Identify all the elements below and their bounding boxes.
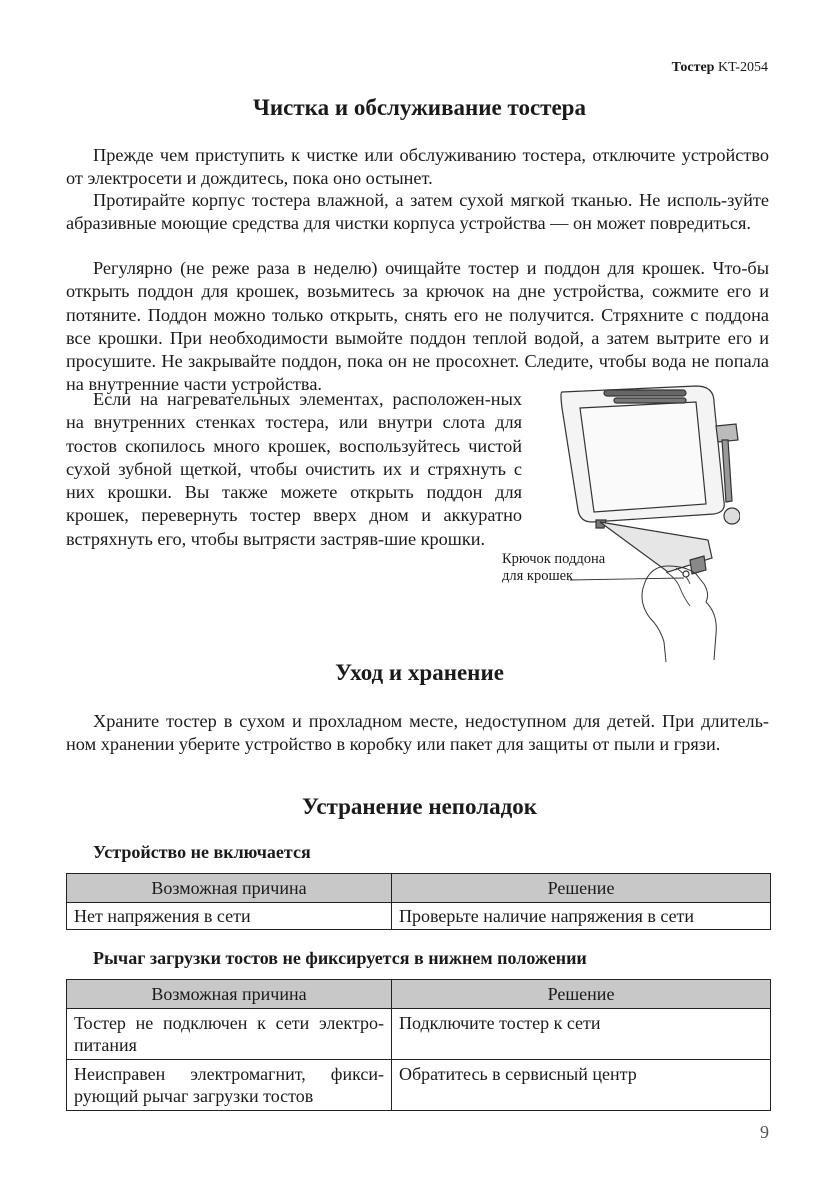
cleaning-paragraph-3: Регулярно (не реже раза в неделю) очищайте тостер и поддон для крошек. Что-бы открыть поддон для крошек, возьмитесь за крючок на дне устройства, сожмите его и потяните. Поддон можно только открыть, снять его не получится. Стряхните с поддона все крошки. При необходимости вымойте поддон теплой водой, а затем вытрите его и просушите. Не закрывайте поддон, пока он не просохнет. Следите, чтобы вода не попала на внутренние части устройства.: [66, 258, 769, 395]
cause-cell: Неисправен электромагнит, фикси-рующий рычаг загрузки тостов: [67, 1060, 392, 1111]
problem-2-table: [66, 979, 771, 1111]
callout-line-2: для крошек: [502, 568, 574, 584]
storage-title: Уход и хранение: [335, 660, 504, 685]
cleaning-paragraph-2: Протирайте корпус тостера влажной, а затем сухой мягкой тканью. Не исполь-зуйте абразивные моющие средства для чистки корпуса устройства — он может повредиться.: [66, 190, 769, 234]
problem-1-table: [66, 873, 771, 930]
callout-line-1: Крючок поддона: [502, 551, 606, 567]
crumb-tray-hook-callout: [502, 551, 605, 585]
page-header: [672, 60, 768, 76]
header-brand: Тостер: [671, 60, 715, 75]
table-row: [67, 1009, 771, 1060]
problem-2-title: Рычаг загрузки тостов не фиксируется в нижнем положении: [93, 948, 587, 968]
toaster-illustration: [500, 380, 740, 670]
cause-cell: Тостер не подключен к сети электро-питания: [67, 1009, 392, 1060]
table-header-row: [67, 980, 771, 1009]
cleaning-paragraph-1: Прежде чем приступить к чистке или обслуживанию тостера, отключите устройство от электросети и дождитесь, пока оно остынет.: [66, 145, 769, 189]
storage-paragraph: Храните тостер в сухом и прохладном месте, недоступном для детей. При длитель-ном хранении уберите устройство в коробку или пакет для защиты от пыли и грязи.: [66, 711, 769, 755]
cause-cell: Нет напряжения в сети: [67, 903, 392, 930]
problem-1-title: Устройство не включается: [93, 842, 311, 862]
column-header-cause: Возможная причина: [67, 874, 392, 903]
column-header-solution: Решение: [392, 980, 771, 1009]
table-header-row: [67, 874, 771, 903]
solution-cell: Подключите тостер к сети: [392, 1009, 771, 1060]
page-number: 9: [760, 1122, 769, 1142]
column-header-solution: Решение: [392, 874, 771, 903]
column-header-cause: Возможная причина: [67, 980, 392, 1009]
cleaning-title: Чистка и обслуживание тостера: [253, 95, 586, 120]
solution-cell: Проверьте наличие напряжения в сети: [392, 903, 771, 930]
solution-cell: Обратитесь в сервисный центр: [392, 1060, 771, 1111]
table-row: [67, 1060, 771, 1111]
cleaning-paragraph-4: Если на нагревательных элементах, расположен-ных на внутренних стенках тостера, или внутри слота для тостов скопилось много крошек, воспользуйтесь чистой сухой зубной щеткой, чтобы очистить их и стряхнуть с них крошки. Вы также можете открыть поддон для крошек, перевернуть тостер вверх дном и аккуратно встряхнуть его, чтобы вытрясти застряв-шие крошки.: [66, 389, 522, 549]
troubleshooting-title: Устранение неполадок: [301, 794, 538, 819]
header-model: KT-2054: [717, 60, 768, 75]
table-row: [67, 903, 771, 930]
